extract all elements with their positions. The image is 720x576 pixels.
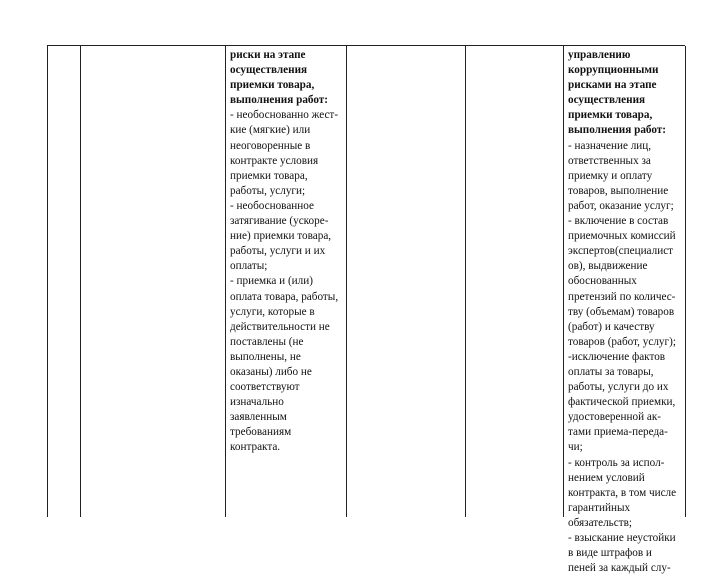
table-column-1 bbox=[48, 46, 81, 517]
table-column-3 bbox=[226, 46, 347, 517]
risk-table bbox=[47, 45, 685, 575]
table-column-2 bbox=[81, 46, 226, 517]
table-column-4 bbox=[347, 46, 466, 517]
measures-heading: управлению коррупционными рисками на этапе осуществления приемки товара, выполнения работ: bbox=[568, 49, 667, 137]
risk-description-cell bbox=[226, 46, 346, 456]
risk-heading: риски на этапе осуществления приемки товара, выполнения работ: bbox=[230, 49, 329, 107]
measures-cell bbox=[564, 46, 685, 576]
table-column-6 bbox=[564, 46, 686, 575]
table-column-5 bbox=[466, 46, 564, 517]
measures-list: - назначение лиц, ответственных за приемку и оплату товаров, выполнение работ, оказание услуг; - включение в состав приемочных комиссий экспертов(специалист ов), выдвижение обоснованных претензий по количес- тву (объемам) товаров (работ) и качеству товаров (работ, услуг); -исключение фактов оплаты за товары, работы, услуги до их фактической приемки, удостоверенной ак- тами приема-переда- чи; - контроль за испол- нением условий контракта, в том числе гарантийных обязательств; - взыскание неустойки в виде штрафов и пеней за каждый слу- bbox=[568, 139, 677, 575]
risk-list: - необоснованно жест- кие (мягкие) или неоговоренные в контракте условия приемки товара, работы, услуги; - необоснованное затягивание (ускоре- ние) приемки товара, работы, услуги и их оплаты; - приемка и (или) оплата товара, работы, услуги, которые в действительности не поставлены (не выполнены, не оказаны) либо не соответствуют изначально заявленным требованиям контракта. bbox=[230, 109, 339, 454]
